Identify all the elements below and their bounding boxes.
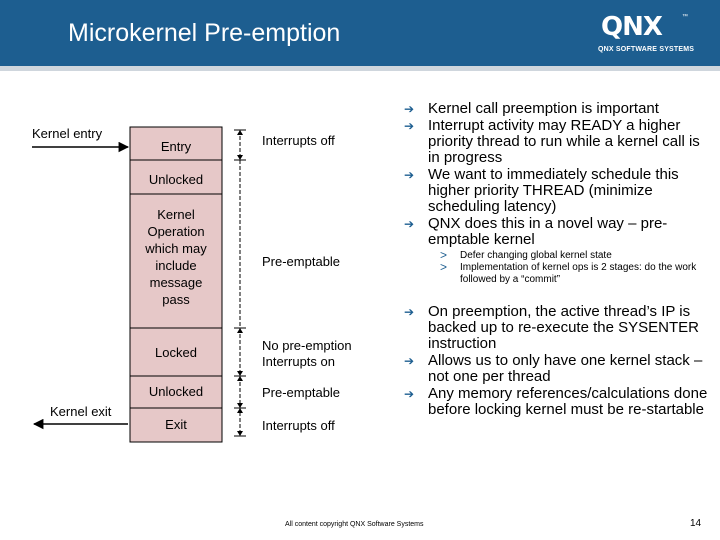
- state-pre-emptable-2: Pre-emptable: [262, 385, 341, 400]
- right-arrow-icon: ➔: [404, 217, 415, 231]
- sub-bullet-text: Defer changing global kernel state: [460, 250, 612, 261]
- copyright-footer: All content copyright QNX Software Systems: [285, 521, 424, 528]
- bullet-text: Any memory references/calculations done before locking kernel must be re-startable: [428, 385, 708, 418]
- stack-cell-unlocked-2: Unlocked: [148, 384, 204, 399]
- logo-mark: QNX: [601, 12, 662, 42]
- stack-cell-entry: Entry: [160, 139, 192, 154]
- chevron-right-icon: >: [440, 260, 448, 274]
- qnx-logo: [596, 12, 695, 60]
- chevron-right-icon: >: [440, 248, 448, 262]
- right-arrow-icon: ➔: [404, 354, 415, 368]
- bullet-text: QNX does this in a novel way – pre-emptable kernel: [428, 215, 668, 248]
- sub-list-item: [440, 262, 710, 286]
- bullet-text: Allows us to only have one kernel stack – not one per thread: [428, 352, 703, 385]
- state-interrupts-off-2: Interrupts off: [262, 418, 335, 433]
- list-item: [400, 167, 710, 215]
- right-arrow-icon: ➔: [404, 168, 415, 182]
- header-stripe: [0, 66, 720, 71]
- stack-cell-exit: Exit: [165, 417, 187, 432]
- state-interrupts-off: Interrupts off: [262, 133, 335, 148]
- bullet-text: We want to immediately schedule this higher priority THREAD (minimize scheduling latency): [428, 166, 679, 215]
- bullet-text: Kernel call preemption is important: [428, 100, 659, 117]
- state-no-pre-emption: No pre-emption Interrupts on: [262, 338, 352, 369]
- list-item: [400, 353, 710, 385]
- stack-cell-kernel-operation: Kernel Operation which may include message pass: [145, 207, 207, 307]
- right-arrow-icon: ➔: [404, 119, 415, 133]
- kernel-exit-label: Kernel exit: [50, 404, 112, 419]
- sub-bullet-list: [400, 250, 710, 286]
- slide-header: [0, 0, 720, 66]
- stack-cell-locked: Locked: [155, 345, 197, 360]
- sub-bullet-text: Implementation of kernel ops is 2 stages: do the work followed by a “commit”: [460, 262, 697, 285]
- page-title: Microkernel Pre-emption: [68, 19, 341, 47]
- list-item: [400, 216, 710, 248]
- stack-cell-unlocked: Unlocked: [148, 172, 204, 187]
- bullet-list: [400, 101, 710, 419]
- bullet-text: Interrupt activity may READY a higher priority thread to run while a kernel call is in progress: [428, 117, 700, 166]
- list-item: [400, 386, 710, 418]
- list-item: [400, 101, 710, 117]
- page-number: 14: [690, 518, 702, 529]
- list-item: [400, 304, 710, 352]
- kernel-entry-label: Kernel entry: [32, 126, 103, 141]
- kernel-stack-diagram: [0, 90, 400, 450]
- logo-tagline: QNX SOFTWARE SYSTEMS: [598, 46, 695, 53]
- bullet-text: On preemption, the active thread’s IP is backed up to re-execute the SYSENTER instruction: [428, 303, 699, 352]
- list-item: [400, 118, 710, 166]
- right-arrow-icon: ➔: [404, 102, 415, 116]
- trademark-icon: ™: [682, 14, 688, 20]
- right-arrow-icon: ➔: [404, 387, 415, 401]
- right-arrow-icon: ➔: [404, 305, 415, 319]
- sub-list-item: [440, 250, 710, 262]
- state-pre-emptable: Pre-emptable: [262, 254, 341, 269]
